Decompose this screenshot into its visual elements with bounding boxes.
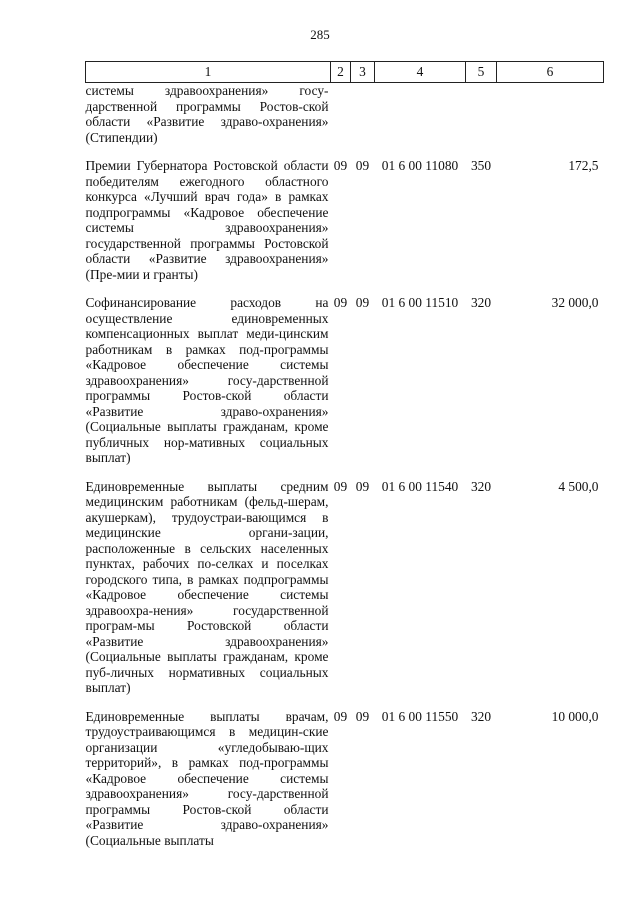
row-amount: 10 000,0: [551, 708, 599, 724]
row-section: 09: [333, 478, 348, 494]
row-target-code: 01 6 00 11540: [381, 478, 459, 494]
page-number: 285: [310, 27, 330, 42]
row-gap: [86, 466, 604, 479]
row-subsection: 09: [355, 295, 370, 310]
row-subsection: 09: [355, 478, 370, 494]
row-expense-type: 320: [470, 708, 492, 724]
table-row: [86, 158, 604, 282]
row-section: 09: [333, 295, 348, 310]
row-name: Единовременные выплаты средним медицинским работникам (фельд-шерам, акушеркам), трудоустраи-вающимся в медицинские органи-зации, расположенные в сельских населенных пунктах, рабочих по-селках и поселках городского типа, в рамках подпрограммы «Кадровое обеспечение системы здравоохра-нения» государственной програм-мы Ростовской области «Развитие здравоохранения» (Социальные выплаты гражданам, кроме пуб-личных нормативных социальных выплат): [85, 478, 329, 695]
header-col-5: 5: [466, 62, 497, 83]
header-col-1: 1: [86, 62, 331, 83]
row-section: 09: [333, 158, 348, 173]
table-row: [86, 295, 604, 466]
row-name: Единовременные выплаты врачам, трудоустраивающимся в медицин-ские организации «угледобываю-щих территорий», в рамках под-программы «Кадровое обеспечение системы здравоохранения» госу-дарственной программы Ростов-ской области «Развитие здраво-охранения» (Социальные выплаты: [85, 708, 329, 848]
header-col-3: 3: [351, 62, 375, 83]
header-col-4: 4: [375, 62, 466, 83]
row-target-code: [375, 83, 466, 146]
row-amount: 4 500,0: [558, 478, 599, 494]
row-expense-type: 320: [470, 478, 492, 494]
row-gap: [86, 145, 604, 158]
row-gap: [86, 282, 604, 295]
row-subsection: 09: [355, 708, 370, 724]
row-section: 09: [333, 708, 348, 724]
budget-table: [85, 61, 604, 848]
header-col-2: 2: [331, 62, 351, 83]
table-row: [86, 83, 604, 146]
row-target-code: 01 6 00 11510: [381, 295, 459, 310]
row-subsection: 09: [355, 158, 370, 173]
table-row: [86, 709, 604, 849]
row-expense-type: [466, 83, 497, 146]
row-section: [331, 83, 351, 146]
row-target-code: 01 6 00 11550: [381, 708, 459, 724]
row-expense-type: 350: [470, 158, 492, 173]
row-expense-type: 320: [470, 295, 492, 310]
header-col-6: 6: [497, 62, 604, 83]
row-amount: [497, 83, 604, 146]
row-name: системы здравоохранения» госу-дарственной программы Ростов-ской области «Развитие здраво-охранения» (Стипендии): [85, 83, 329, 145]
row-name: Софинансирование расходов на осуществление единовременных компенсационных выплат меди-цинским работникам в рамках под-программы «Кадровое обеспечение системы здравоохранения» госу-дарственной программы Ростов-ской области «Развитие здраво-охранения» (Социальные выплаты гражданам, кроме публичных нор-мативных социальных выплат): [85, 295, 329, 465]
row-subsection: [351, 83, 375, 146]
row-name: Премии Губернатора Ростовской области победителям ежегодного областного конкурса «Лучший врач года» в рамках подпрограммы «Кадровое обеспечение системы здравоохранения» государственной программы Ростовской области «Развитие здравоохранения» (Пре-мии и гранты): [85, 158, 329, 282]
header-row: [86, 62, 604, 83]
row-amount: 32 000,0: [551, 295, 599, 310]
row-gap: [86, 696, 604, 709]
row-target-code: 01 6 00 11080: [381, 158, 459, 173]
row-amount: 172,5: [568, 158, 599, 173]
table-row: [86, 479, 604, 696]
